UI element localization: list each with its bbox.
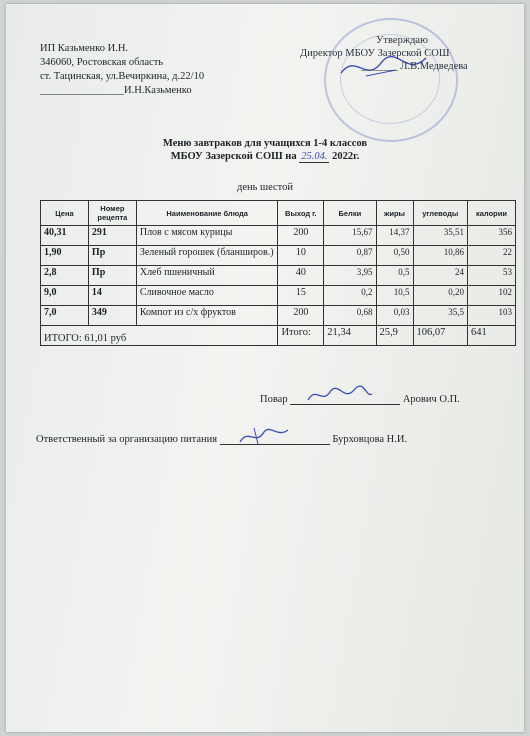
cell-fat: 0,03 [376, 306, 413, 326]
organization-block [40, 42, 204, 98]
approval-block [300, 34, 468, 73]
subtitle-suffix: 2022г. [332, 151, 360, 162]
table-row [41, 266, 516, 286]
table-total-row [41, 326, 516, 346]
cell-calories: 356 [468, 226, 516, 246]
cell-recipe: 349 [88, 306, 136, 326]
handwritten-date: 25.04. [301, 151, 328, 162]
day-label: день шестой [236, 182, 294, 193]
cook-label: Повар [260, 394, 288, 405]
cell-fat: 0,5 [376, 266, 413, 286]
cell-price: 1,90 [41, 246, 89, 266]
cell-dish: Сливочное масло [136, 286, 278, 306]
table-row [41, 286, 516, 306]
cell-protein: 0,2 [324, 286, 376, 306]
cell-recipe: Пр [88, 266, 136, 286]
responsible-signature-row [36, 432, 407, 445]
cell-dish: Зеленый горошек (бланширов.) [136, 246, 278, 266]
cell-carbs: 10,86 [413, 246, 467, 266]
cell-protein: 0,87 [324, 246, 376, 266]
org-address-1: 346060, Ростовская область [40, 57, 164, 68]
header-carbs: углеводы [413, 201, 467, 226]
cell-dish: Компот из с/х фруктов [136, 306, 278, 326]
cell-output: 200 [278, 226, 324, 246]
cell-carbs: 35,51 [413, 226, 467, 246]
cook-signature-blank [290, 392, 400, 405]
document-page [6, 4, 524, 732]
table-header-row [41, 201, 516, 226]
cell-calories: 22 [468, 246, 516, 266]
header-fat: жиры [376, 201, 413, 226]
cell-dish: Хлеб пшеничный [136, 266, 278, 286]
document-subtitle [6, 151, 524, 162]
table-row [41, 306, 516, 326]
approval-name: _______ Л.В.Медведева [361, 61, 468, 72]
table-row [41, 246, 516, 266]
header-dish: Наименование блюда [136, 201, 278, 226]
cell-carbs: 35,5 [413, 306, 467, 326]
cell-output: 15 [278, 286, 324, 306]
responsible-signature-icon [234, 424, 294, 448]
cell-recipe: 14 [88, 286, 136, 306]
cell-protein: 15,67 [324, 226, 376, 246]
cook-signature-row [260, 392, 460, 405]
cell-calories: 53 [468, 266, 516, 286]
cell-total-fat: 25,9 [376, 326, 413, 346]
cell-fat: 10,5 [376, 286, 413, 306]
cook-name: Арович О.П. [402, 394, 460, 405]
cell-fat: 0,50 [376, 246, 413, 266]
cell-carbs: 24 [413, 266, 467, 286]
cell-price: 2,8 [41, 266, 89, 286]
cell-output: 10 [278, 246, 324, 266]
cell-output: 200 [278, 306, 324, 326]
cell-protein: 3,95 [324, 266, 376, 286]
cell-fat: 14,37 [376, 226, 413, 246]
cell-itogo-label: Итого: [278, 326, 324, 346]
header-price: Цена [41, 201, 89, 226]
subtitle-prefix: МБОУ Зазерской СОШ на [170, 151, 297, 162]
responsible-signature-blank [220, 432, 330, 445]
approval-position: Директор МБОУ Зазерской СОШ [300, 48, 450, 59]
cell-recipe: 291 [88, 226, 136, 246]
approval-label: Утверждаю [376, 35, 428, 46]
cell-calories: 102 [468, 286, 516, 306]
cell-total-calories: 641 [468, 326, 516, 346]
cell-price: 7,0 [41, 306, 89, 326]
org-name: ИП Казьменко И.Н. [40, 43, 129, 54]
cell-protein: 0,68 [324, 306, 376, 326]
cell-carbs: 0,20 [413, 286, 467, 306]
responsible-name: Бурховцова Н.И. [332, 434, 408, 445]
cell-recipe: Пр [88, 246, 136, 266]
cook-signature-icon [304, 384, 374, 406]
header-protein: Белки [324, 201, 376, 226]
org-address-2: ст. Тацинская, ул.Вечиркина, д.22/10 [40, 71, 205, 82]
menu-table [40, 200, 516, 346]
header-recipe: Номер рецепта [88, 201, 136, 226]
cell-total-protein: 21,34 [324, 326, 376, 346]
header-output: Выход г. [278, 201, 324, 226]
org-signature-line: ________________И.Н.Казьменко [40, 85, 192, 96]
cell-dish: Плов с мясом курицы [136, 226, 278, 246]
responsible-label: Ответственный за организацию питания [36, 434, 218, 445]
table-row [41, 226, 516, 246]
cell-price: 40,31 [41, 226, 89, 246]
cell-total-cost: ИТОГО: 61,01 руб [41, 326, 278, 346]
header-calories: калории [468, 201, 516, 226]
cell-price: 9,0 [41, 286, 89, 306]
cell-output: 40 [278, 266, 324, 286]
cell-calories: 103 [468, 306, 516, 326]
document-title: Меню завтраков для учащихся 1-4 классов [162, 138, 368, 149]
cell-total-carbs: 106,07 [413, 326, 467, 346]
